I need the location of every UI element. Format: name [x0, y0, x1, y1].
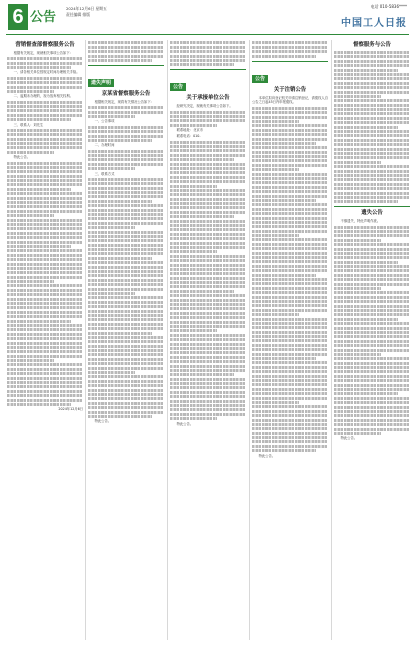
notice-paragraph: 特此公告。: [258, 453, 276, 458]
notice-paragraph: 一、公告事项: [94, 119, 115, 124]
notice-title: 关于承接单位公告: [186, 95, 230, 102]
column-3: [170, 40, 246, 640]
column-divider: [167, 40, 168, 640]
date-line: 2024年12月6日 星期五: [66, 6, 107, 11]
notice-paragraph: 经研究决定，现就有关事项公告如下。: [176, 104, 233, 109]
notice-paragraph: 本单位拟向登记机关申请注销登记，请债权人自公告之日起45日内申报债权。: [252, 95, 328, 105]
notice-paragraph: 特此公告。: [176, 421, 194, 426]
page-number: 6: [8, 4, 28, 30]
notice-paragraph: 二、办理时间: [94, 143, 115, 148]
section-banner: 公告: [252, 75, 268, 83]
column-2: [88, 40, 164, 640]
notice-paragraph: 三、联系人：刘先生: [13, 122, 44, 127]
notice-title: 督察服务与公告: [353, 42, 391, 48]
notice-title: 遗失公告: [361, 210, 383, 217]
notice-date: 2024年12月6日: [58, 407, 83, 412]
notice-paragraph: 二、逾期未办理的，视为放弃相关权利。: [13, 94, 73, 99]
notice-paragraph: 特此公告。: [340, 436, 358, 441]
notice-title: 营销督查部督察服务公告: [15, 42, 75, 48]
header-rule: [6, 34, 409, 35]
notice-paragraph: 三、联系方式: [94, 171, 115, 176]
section-banner: 遗失声明: [88, 79, 114, 87]
column-4: [252, 40, 328, 640]
column-divider: [331, 40, 332, 640]
notice-paragraph: 根据相关规定，现将有关情况公告如下：: [94, 99, 154, 104]
column-5: [334, 40, 410, 640]
masthead: [0, 0, 415, 36]
notice-paragraph: 特此公告。: [94, 419, 112, 424]
notice-paragraph: 一、请各相关单位按规定时间办理相关手续。: [13, 70, 80, 75]
notice-paragraph: 特此公告。: [13, 155, 31, 160]
notice-paragraph: 联系地址：北京市: [176, 128, 203, 133]
notice-paragraph: 根据有关规定，现就相关事项公告如下：: [13, 51, 73, 55]
editor-line: 责任编辑 排版: [66, 12, 90, 17]
notice-title: 京某省督察服务公告: [101, 90, 151, 97]
section-banner: 公告: [170, 83, 186, 91]
notice-title: 关于注销公告: [273, 86, 307, 93]
contact-line: 电话 010-5836****: [370, 4, 407, 9]
notice-paragraph: 不慎遗失，特此声明作废。: [340, 219, 381, 224]
notice-paragraph: 联系电话：010-: [176, 134, 201, 139]
column-1: [7, 40, 83, 640]
column-divider: [249, 40, 250, 640]
column-divider: [85, 40, 86, 640]
section-name: 公告: [30, 9, 57, 24]
newspaper-logo: 中国工人日报: [341, 18, 407, 29]
masthead-right: [341, 4, 407, 29]
